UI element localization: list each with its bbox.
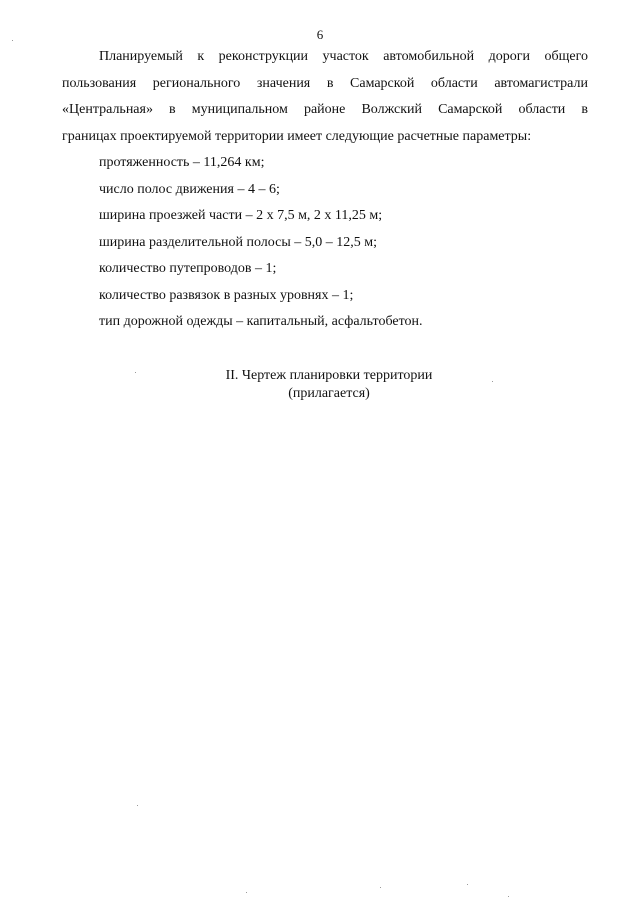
scan-speck — [135, 372, 136, 373]
paragraph-line: Планируемый к реконструкции участок автомобильной дороги общего — [99, 49, 588, 64]
scan-speck — [380, 887, 381, 888]
parameter-pavement-type: тип дорожной одежды – капитальный, асфальтобетон. — [99, 314, 423, 329]
parameter-lanes: число полос движения – 4 – 6; — [99, 181, 280, 197]
intro-paragraph — [62, 44, 588, 150]
parameter-interchanges: количество развязок в разных уровнях – 1; — [99, 287, 354, 303]
section-subtitle: (прилагается) — [288, 386, 370, 401]
parameters-list — [62, 150, 588, 336]
section-title: II. Чертеж планировки территории — [225, 368, 433, 383]
paragraph-line: «Центральная» в муниципальном районе Волжский Самарской области в — [62, 102, 588, 117]
parameter-median-width: ширина разделительной полосы – 5,0 – 12,5 м; — [99, 234, 377, 250]
parameter-overpasses: количество путепроводов – 1; — [99, 261, 277, 276]
paragraph-line: пользования регионального значения в Самарской области автомагистрали — [62, 75, 588, 91]
section-heading — [0, 367, 640, 403]
parameter-length: протяженность – 11,264 км; — [99, 155, 265, 170]
scan-speck — [137, 805, 138, 806]
document-body — [62, 44, 588, 336]
scan-speck — [246, 892, 247, 893]
scan-speck — [508, 896, 509, 897]
scan-speck — [467, 884, 468, 885]
paragraph-line: границах проектируемой территории имеет следующие расчетные параметры: — [62, 128, 532, 144]
scan-speck — [12, 40, 13, 41]
page-number: 6 — [316, 27, 324, 42]
scan-speck — [492, 381, 493, 382]
parameter-carriageway-width: ширина проезжей части – 2 х 7,5 м, 2 х 11,25 м; — [99, 208, 383, 223]
